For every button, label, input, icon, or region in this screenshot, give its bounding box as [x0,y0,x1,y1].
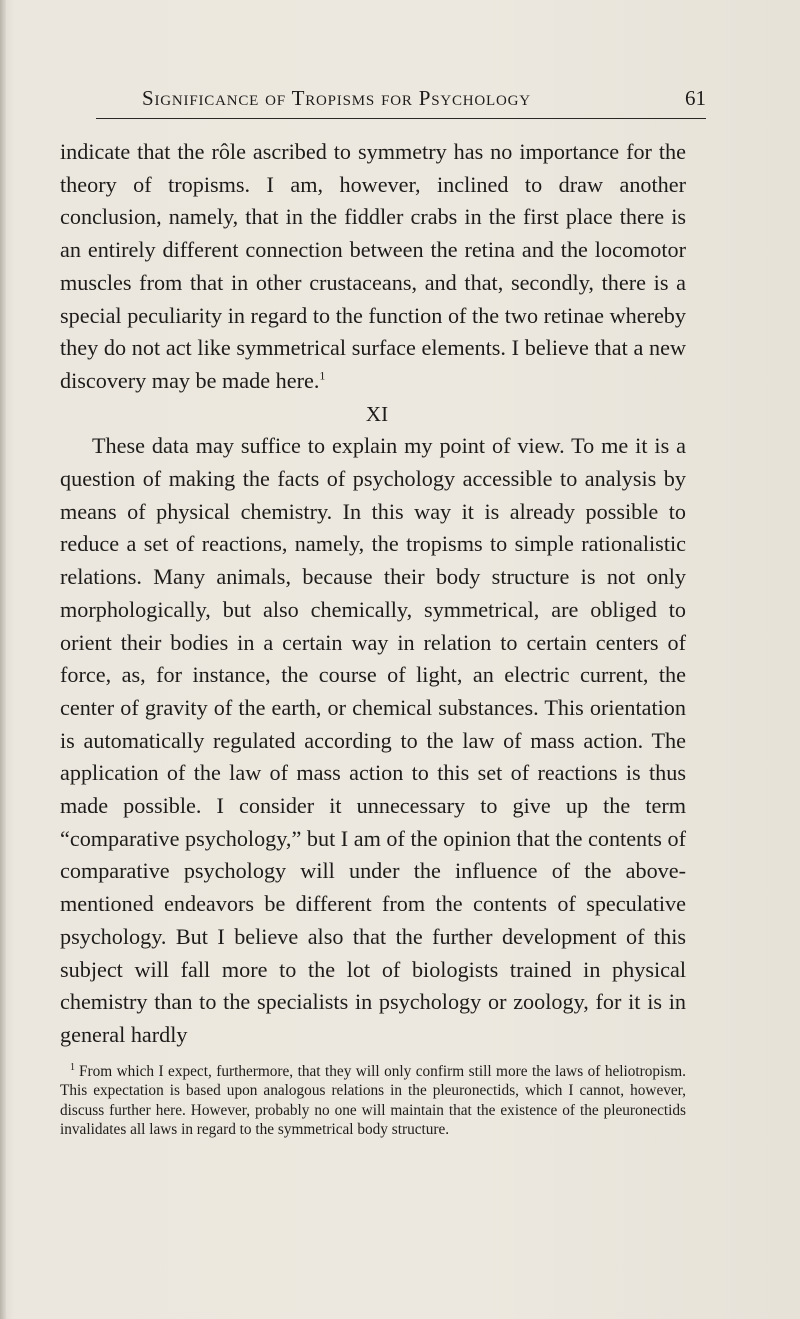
running-head [96,86,706,119]
footnote-reference: 1 [319,368,326,383]
running-title: Significance of Tropisms for Psychology [142,86,531,110]
paragraph-continuation [60,136,686,398]
paragraph-2: These data may suffice to explain my point of view. To me it is a question of making the facts of psychology accessible to analysis by means of physical chemistry. In this way it is already possible to reduce a set of reactions, namely, the tropisms to simple rationalistic relations. Many animals, because their body structure is not only morphologically, but also chemically, symmetrical, are obliged to orient their bodies in a certain way in relation to certain centers of force, as, for instance, the course of light, an electric current, the center of gravity of the earth, or chemical substances. This orientation is automatically regulated according to the law of mass action. The application of the law of mass action to this set of reactions is thus made possible. I consider it unnecessary to give up the term “comparative psychology,” but I am of the opinion that the contents of comparative psychology will under the influence of the above-mentioned endeavors be different from the contents of speculative psychology. But I believe also that the further development of this subject will fall more to the lot of biologists trained in physical chemistry than to the specialists in psychology or zoology, for it is in general hardly [60,433,686,1047]
footnote [60,1062,686,1140]
paragraph-1-text: indicate that the rôle ascribed to symmetry has no importance for the theory of tropisms. I am, however, inclined to draw another conclusion, namely, that in the fiddler crabs in the first place there is an entirely different connection between the retina and the locomotor muscles from that in other crustaceans, and that, secondly, there is a special peculiarity in regard to the function of the two retinae whereby they do not act like symmetrical surface elements. I believe that a new discovery may be made here. [60,139,686,393]
footnote-text: From which I expect, furthermore, that they will only confirm still more the laws of heliotropism. This expectation is based upon analogous relations in the pleuronectids, which I cannot, however, discuss further here. However, probably no one will maintain that the existence of the pleuronectids invalidates all laws in regard to the symmetrical body structure. [60,1062,686,1138]
footnote-marker: 1 [70,1061,75,1073]
page-number: 61 [685,86,706,110]
section-number: XI [365,401,389,426]
page-gutter-shadow [0,0,6,1319]
body-text [60,136,686,1155]
